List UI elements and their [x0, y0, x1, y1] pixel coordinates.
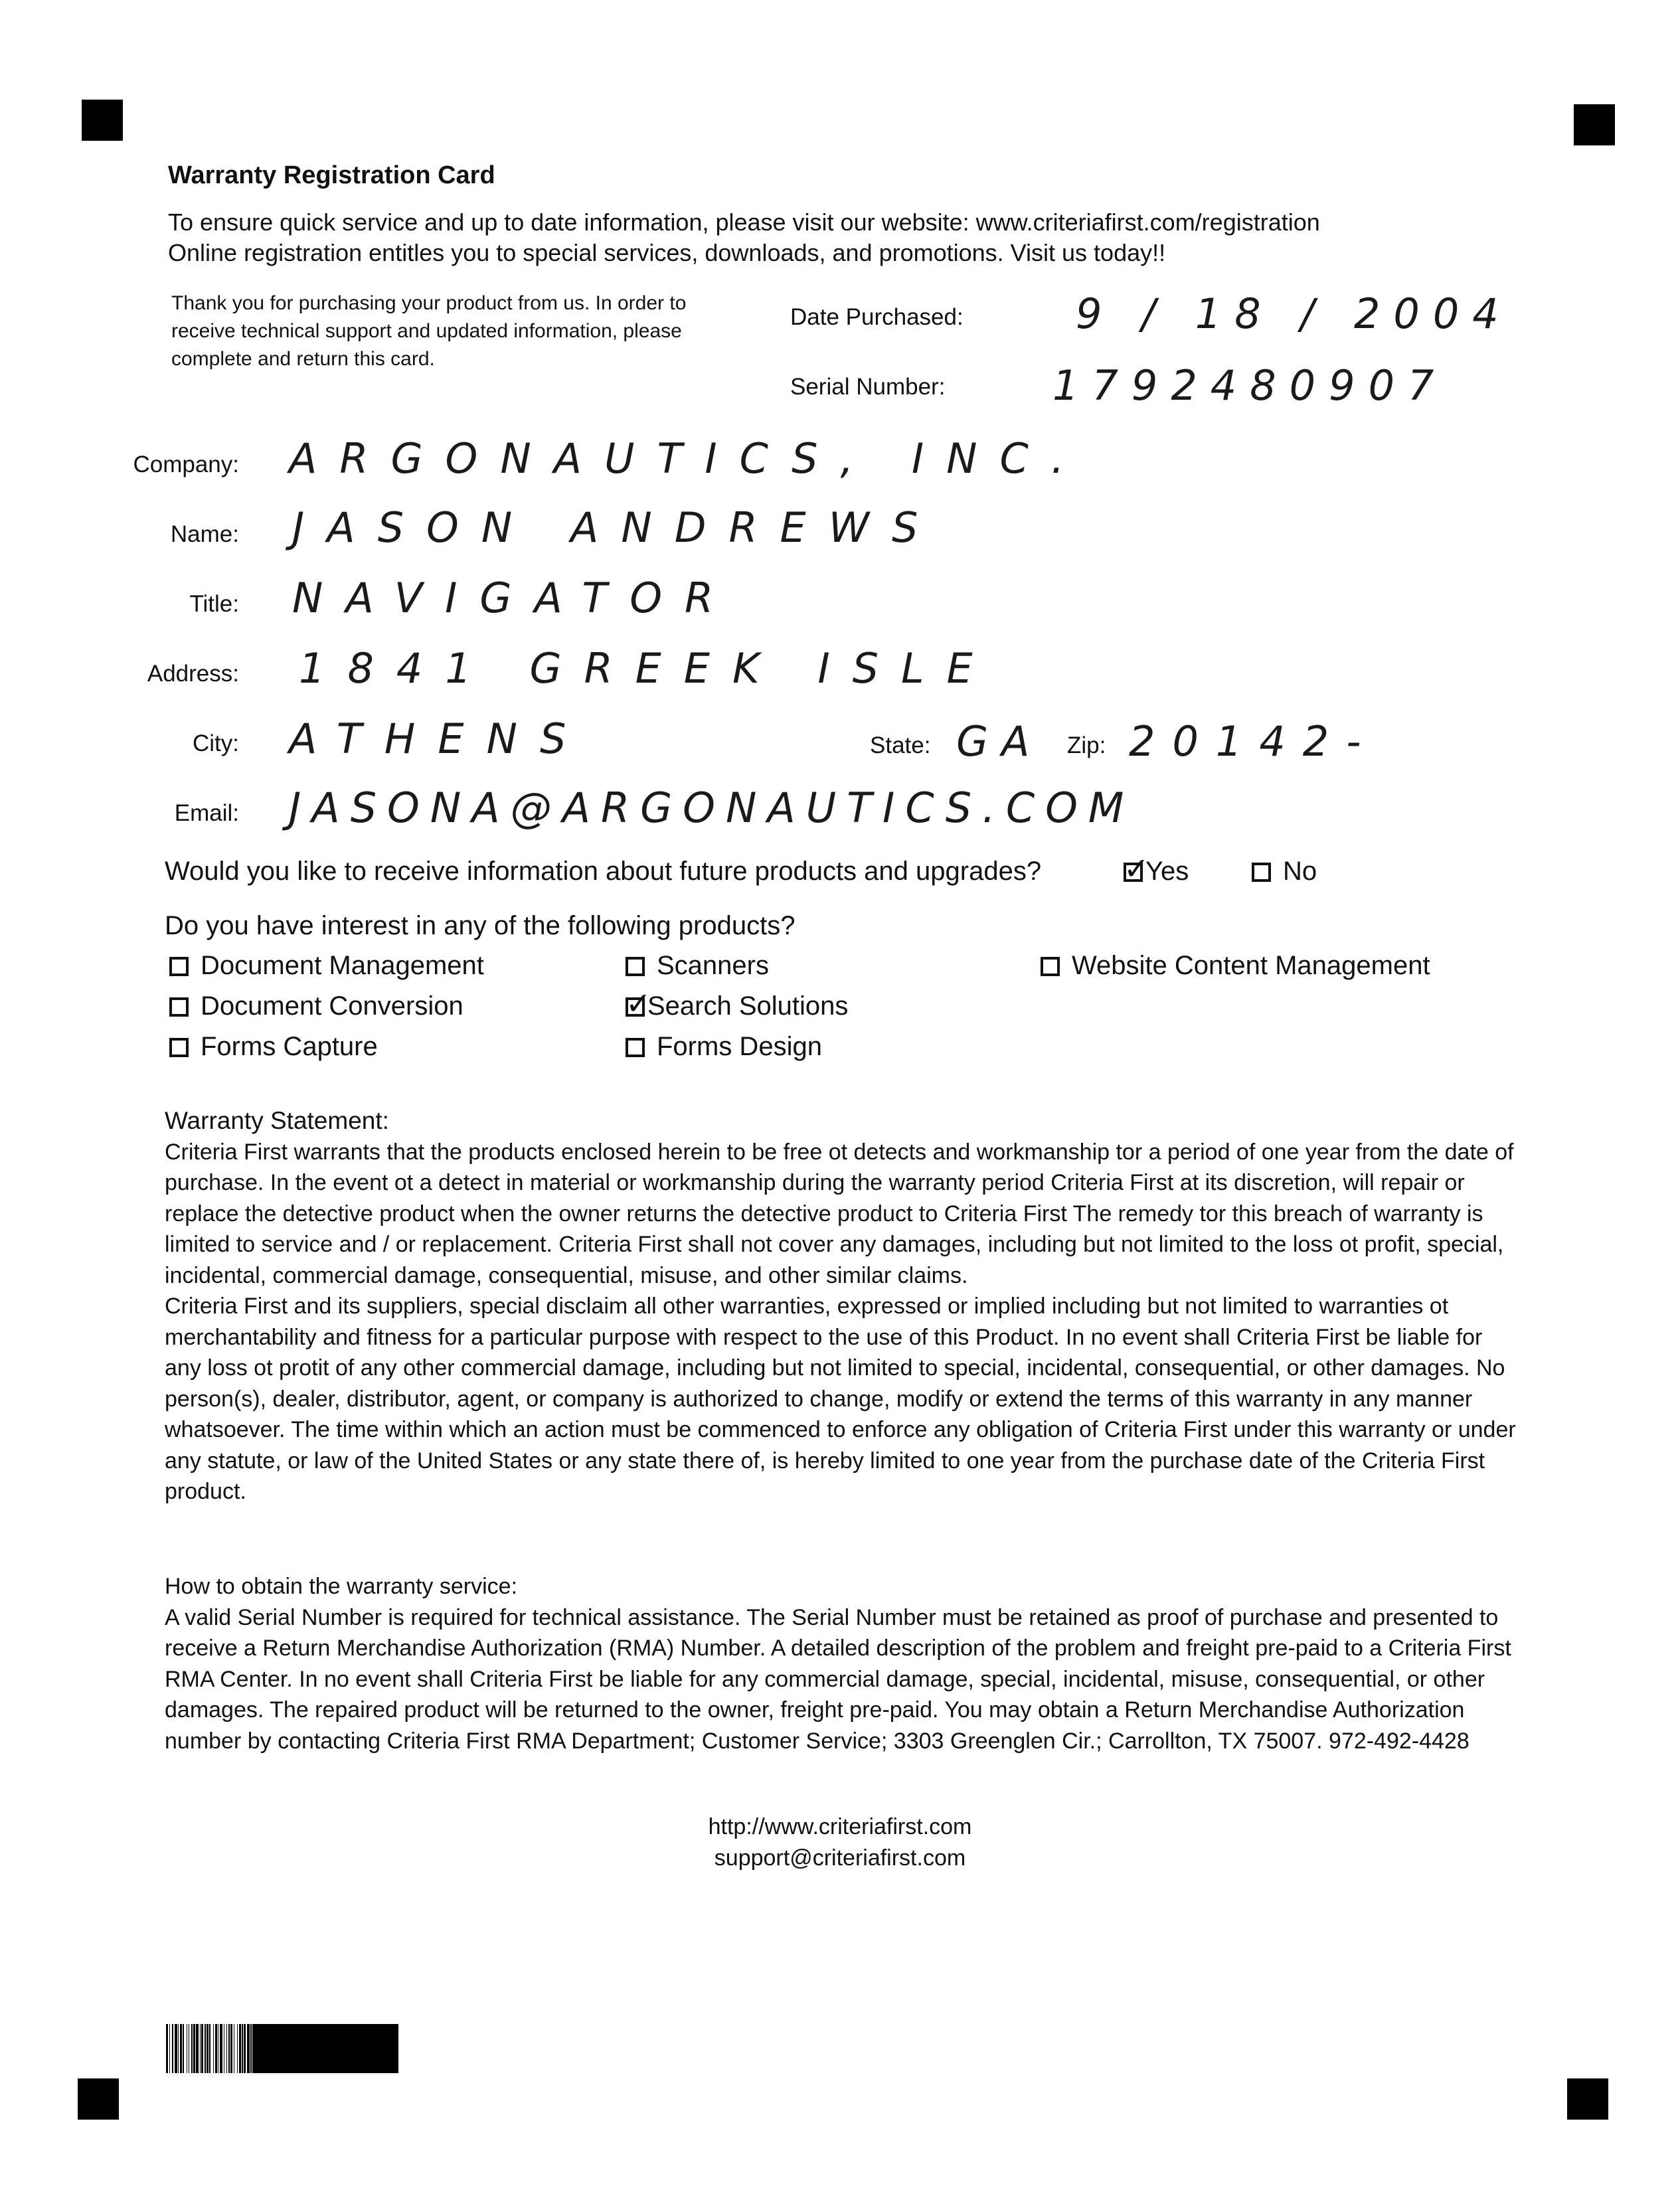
product-website-content-management[interactable] — [1041, 951, 1430, 981]
thanks-note: Thank you for purchasing your product from us. In order to receive technical support and updated information, please complete and return this card. — [171, 292, 687, 370]
email-field[interactable]: JASONA@ARGONAUTICS.COM — [289, 784, 1135, 832]
date-purchased-value[interactable]: 9 / 18 / 2004 — [1076, 290, 1512, 338]
document-conversion-checkbox[interactable] — [169, 997, 189, 1017]
zip-label: Zip: — [1067, 732, 1106, 758]
info-no-checkbox[interactable] — [1252, 863, 1271, 882]
service-text: A valid Serial Number is required for technical assistance. The Serial Number must be retained as proof of purchase and presented to receive a Return Merchandise Authorization (RMA) Number. A detailed description of the problem and freight pre-paid to a Criteria First RMA Center. In no event shall Criteria First be liable for any commercial damage, special, incidental, misuse, consequential, or other damages. The repaired product will be returned to the owner, freight pre-paid. You may obtain a Return Merchandise Authorization number by contacting Criteria First RMA Department; Customer Service; 3303 Greenglen Cir.; Carrollton, TX 75007. 972-492-4428 — [165, 1604, 1511, 1754]
product-forms-capture[interactable] — [169, 1032, 378, 1062]
product-scanners[interactable] — [626, 951, 769, 981]
barcode-bar — [254, 2024, 398, 2073]
document-conversion-label: Document Conversion — [201, 991, 463, 1021]
intro-line-2: Online registration entitles you to special services, downloads, and promotions. Visit us today!! — [168, 239, 1166, 266]
warranty-heading: Warranty Statement: — [165, 1107, 389, 1134]
serial-number-label: Serial Number: — [790, 374, 946, 400]
address-field[interactable]: 1841 GREEK ISLE — [299, 644, 995, 693]
date-purchased-label: Date Purchased: — [790, 304, 964, 330]
company-label: Company: — [133, 452, 239, 477]
products-question: Do you have interest in any of the following products? — [165, 911, 796, 940]
product-forms-design[interactable] — [626, 1032, 822, 1062]
footer-website-link[interactable]: http://www.criteriafirst.com — [708, 1814, 972, 1839]
info-yes-label: Yes — [1145, 857, 1189, 886]
scanners-checkbox[interactable] — [626, 957, 645, 976]
info-question: Would you like to receive information about future products and upgrades? — [165, 857, 1042, 886]
product-document-conversion[interactable] — [169, 991, 463, 1021]
check-mark-icon: ✓ — [626, 985, 651, 1021]
address-label: Address: — [147, 661, 239, 687]
footer-support-email[interactable]: support@criteriafirst.com — [714, 1845, 966, 1871]
info-no-option[interactable] — [1252, 857, 1317, 886]
email-label: Email: — [174, 800, 239, 826]
check-mark-icon: ✓ — [1124, 851, 1149, 886]
website-content-management-label: Website Content Management — [1072, 951, 1430, 980]
city-label: City: — [193, 730, 239, 756]
company-field[interactable]: ARGONAUTICS, INC. — [289, 434, 1087, 483]
registration-mark-top-right — [1574, 104, 1615, 145]
warranty-paragraph-2: Criteria First and its suppliers, special disclaim all other warranties, expressed or implied including but not limited to warranties ot merchantability and fitness for a particular purpose with respect to the use of this Product. In no event shall Criteria First be liable for any loss ot protit of any other commercial damage, including but not limited to special, incidental, consequential, or other damages. No person(s), dealer, distributor, agent, or company is authorized to change, modify or extend the terms of this warranty in any manner whatsoever. The time within which an action must be commenced to enforce any obligation of Criteria First under this warranty or under any statute, or law of the United States or any state there of, is hereby limited to one year from the purchase date of the Criteria First product. — [165, 1294, 1516, 1504]
warranty-section — [165, 1106, 1519, 1507]
state-label: State: — [870, 732, 931, 758]
warranty-paragraph-1: Criteria First warrants that the products enclosed herein to be free ot detects and workmanship tor a period of one year from the date of purchase. In the event ot a detect in material or workmanship during the warranty period Criteria First at its discretion, will repair or replace the detective product when the owner returns the detective product to Criteria First The remedy tor this breach of warranty is limited to service and / or replacement. Criteria First shall not cover any damages, including but not limited to the loss ot profit, special, incidental, commercial damage, consequential, misuse, and other similar claims. — [165, 1139, 1514, 1288]
website-content-management-checkbox[interactable] — [1041, 957, 1060, 976]
info-yes-option[interactable] — [1124, 851, 1189, 886]
document-management-checkbox[interactable] — [169, 957, 189, 976]
product-search-solutions[interactable] — [626, 985, 849, 1021]
zip-field[interactable]: 20142- — [1129, 717, 1379, 766]
serial-number-value[interactable]: 1792480907 — [1052, 361, 1448, 410]
forms-capture-label: Forms Capture — [201, 1032, 378, 1061]
intro-text — [168, 207, 1320, 268]
name-label: Name: — [170, 521, 239, 547]
search-solutions-checkbox[interactable] — [626, 985, 651, 1021]
intro-line-1: To ensure quick service and up to date information, please visit our website: www.criteriafirst.com/registration — [168, 209, 1320, 236]
document-management-label: Document Management — [201, 951, 484, 980]
scanners-label: Scanners — [657, 951, 769, 980]
registration-mark-top-left — [82, 100, 123, 141]
search-solutions-label: Search Solutions — [647, 991, 849, 1021]
title-label: Title: — [189, 591, 239, 617]
forms-design-checkbox[interactable] — [626, 1038, 645, 1057]
info-no-label: No — [1283, 857, 1317, 886]
info-yes-checkbox[interactable] — [1124, 851, 1149, 886]
forms-design-label: Forms Design — [657, 1032, 822, 1061]
name-field[interactable]: JASON ANDREWS — [292, 503, 941, 552]
registration-mark-bottom-right — [1567, 2078, 1608, 2120]
registration-mark-bottom-left — [78, 2078, 119, 2120]
title-field[interactable]: NAVIGATOR — [292, 574, 736, 622]
footer-contact — [0, 1812, 1680, 1874]
forms-capture-checkbox[interactable] — [169, 1038, 189, 1057]
service-heading: How to obtain the warranty service: — [165, 1574, 518, 1599]
barcode — [166, 2024, 400, 2073]
state-field[interactable]: GA — [956, 717, 1043, 766]
product-document-management[interactable] — [169, 951, 484, 981]
card-title: Warranty Registration Card — [168, 161, 495, 189]
service-section — [165, 1571, 1519, 1756]
city-field[interactable]: ATHENS — [289, 715, 589, 763]
